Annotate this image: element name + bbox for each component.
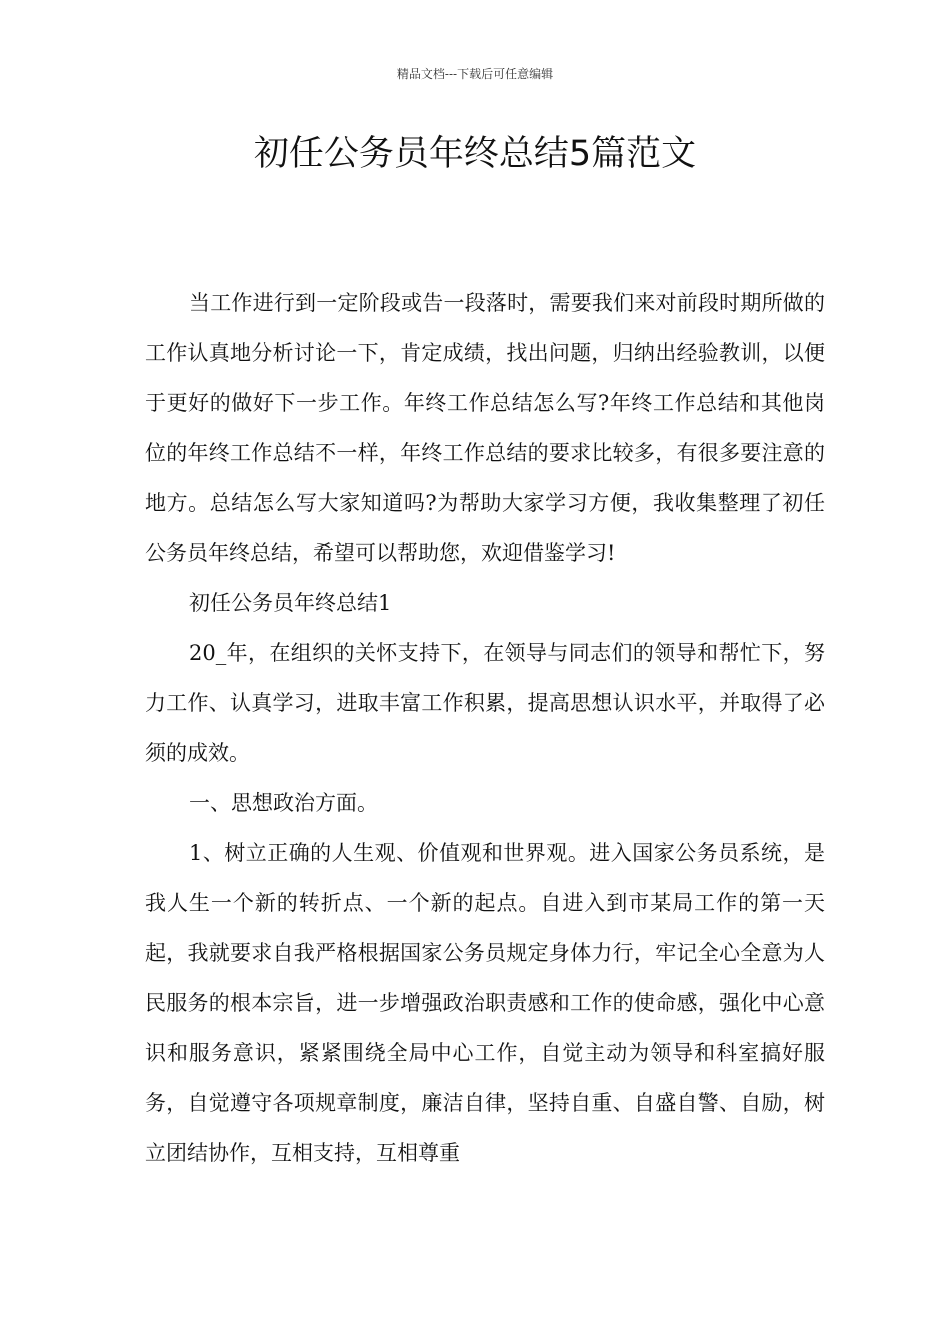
document-body: [145, 278, 825, 1178]
header-note: 精品文档---下载后可任意编辑: [396, 67, 554, 81]
intro-paragraph: 当工作进行到一定阶段或告一段落时，需要我们来对前段时期所做的工作认真地分析讨论一下，肯定成绩，找出问题，归纳出经验教训，以便于更好的做好下一步工作。年终工作总结怎么写?年终工作总结和其他岗位的年终工作总结不一样，年终工作总结的要求比较多，有很多要注意的地方。总结怎么写大家知道吗?为帮助大家学习方便，我收集整理了初任公务员年终总结，希望可以帮助您，欢迎借鉴学习!: [145, 291, 825, 565]
body-paragraph: 20_年，在组织的关怀支持下，在领导与同志们的领导和帮忙下，努力工作、认真学习，进取丰富工作积累，提高思想认识水平，并取得了必须的成效。: [145, 641, 825, 765]
body-paragraph: 1、树立正确的人生观、价值观和世界观。进入国家公务员系统，是我人生一个新的转折点、一个新的起点。自进入到市某局工作的第一天起，我就要求自我严格根据国家公务员规定身体力行，牢记全心全意为人民服务的根本宗旨，进一步增强政治职责感和工作的使命感，强化中心意识和服务意识，紧紧围绕全局中心工作，自觉主动为领导和科室搞好服务，自觉遵守各项规章制度，廉洁自律，坚持自重、自盛自警、自励，树立团结协作，互相支持，互相尊重: [145, 841, 825, 1165]
subsection-heading: 一、思想政治方面。: [189, 791, 378, 815]
document-title: 初任公务员年终总结5篇范文: [253, 134, 697, 174]
section-heading: 初任公务员年终总结1: [189, 591, 392, 615]
